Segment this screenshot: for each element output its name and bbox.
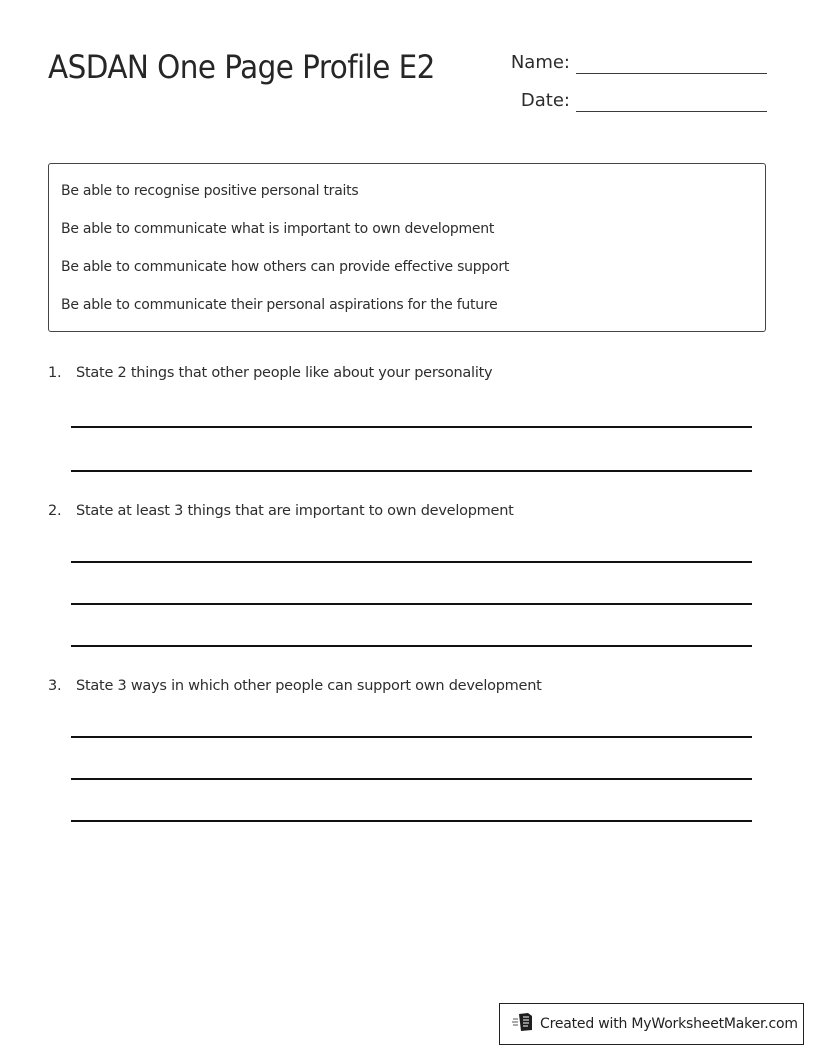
outcome-item: Be able to recognise positive personal traits bbox=[61, 183, 359, 199]
question-number: 1. bbox=[48, 365, 62, 381]
answer-line[interactable] bbox=[71, 561, 752, 563]
question-1 bbox=[48, 365, 492, 381]
footer-text: Created with MyWorksheetMaker.com bbox=[540, 1016, 798, 1032]
question-number: 3. bbox=[48, 678, 62, 694]
answer-line[interactable] bbox=[71, 470, 752, 472]
question-2 bbox=[48, 503, 514, 519]
question-3 bbox=[48, 678, 542, 694]
date-input-line[interactable] bbox=[576, 93, 767, 112]
name-label: Name: bbox=[510, 52, 570, 73]
date-field bbox=[500, 90, 767, 112]
question-text: State 2 things that other people like about your personality bbox=[76, 365, 493, 381]
question-text: State 3 ways in which other people can support own development bbox=[76, 678, 542, 694]
date-label: Date: bbox=[520, 90, 570, 111]
answer-line[interactable] bbox=[71, 778, 752, 780]
question-text: State at least 3 things that are important to own development bbox=[76, 503, 514, 519]
outcome-item: Be able to communicate how others can provide effective support bbox=[61, 259, 510, 275]
name-input-line[interactable] bbox=[576, 55, 767, 74]
answer-line[interactable] bbox=[71, 736, 752, 738]
page-title: ASDAN One Page Profile E2 bbox=[48, 48, 435, 86]
outcome-item: Be able to communicate their personal aspirations for the future bbox=[61, 297, 498, 313]
answer-line[interactable] bbox=[71, 426, 752, 428]
answer-line[interactable] bbox=[71, 603, 752, 605]
answer-line[interactable] bbox=[71, 645, 752, 647]
answer-line[interactable] bbox=[71, 820, 752, 822]
outcome-item: Be able to communicate what is important to own development bbox=[61, 221, 495, 237]
learning-outcomes-box bbox=[48, 163, 766, 332]
footer-credit[interactable] bbox=[499, 1003, 804, 1045]
worksheet-logo-icon bbox=[512, 1011, 534, 1037]
question-number: 2. bbox=[48, 503, 62, 519]
name-field bbox=[500, 52, 767, 74]
